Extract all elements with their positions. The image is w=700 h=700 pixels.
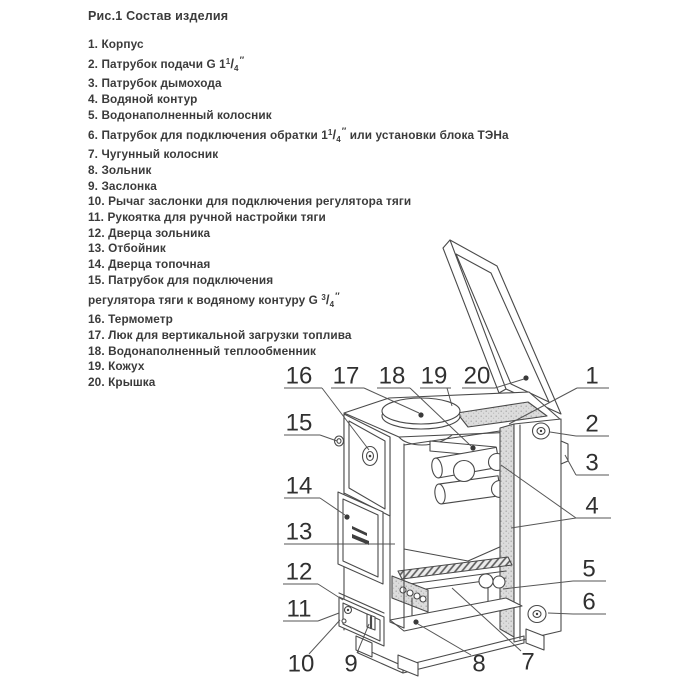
- item-text: Рычаг заслонки для подключения регулятора тяги: [108, 194, 412, 209]
- item-number: 18.: [88, 343, 105, 358]
- item-number: 20.: [88, 375, 105, 390]
- item-text: Патрубок для подключения обратки 1: [101, 127, 328, 142]
- leader-dot: [470, 445, 475, 450]
- item-number: 1.: [88, 37, 99, 51]
- item-number: 7.: [88, 147, 99, 162]
- item-text: Водонаполненный колосник: [101, 107, 272, 122]
- callout-number: 2: [585, 410, 599, 438]
- callout-number: 13: [285, 518, 313, 546]
- callout-number: 12: [285, 558, 313, 586]
- item-text: Термометр: [108, 312, 173, 327]
- item-text: Рукоятка для ручной настройки тяги: [107, 210, 326, 225]
- item-text: Чугунный колосник: [101, 147, 219, 162]
- parts-list-item: 6. Патрубок для подключения обратки $1^1/_4''$ или установки блока ТЭНа: [88, 125, 509, 144]
- item-number: 4.: [88, 92, 99, 107]
- callout-number: 17: [332, 362, 360, 390]
- callout-12: [283, 559, 343, 601]
- cast-iron-grate: [398, 557, 512, 579]
- deflector-plate: [404, 546, 502, 561]
- item-text: Заслонка: [101, 178, 157, 193]
- item-text: Кожух: [108, 359, 145, 374]
- callout-number: 8: [472, 650, 486, 678]
- parts-list-item: регулятора тяги к водяному контуру G $^3/_4''$: [88, 290, 340, 309]
- item-number: 10.: [88, 194, 105, 209]
- callout-number: 4: [585, 492, 599, 520]
- callout-number: 19: [420, 362, 448, 390]
- leader-dot: [413, 619, 418, 624]
- item-text-tail: или установки блока ТЭНа: [346, 127, 509, 142]
- callout-number: 20: [463, 362, 491, 390]
- callout-number: 5: [582, 555, 596, 583]
- callout-number: 10: [287, 650, 315, 678]
- heat-exchanger-tubes: [430, 447, 508, 504]
- item-number: 19.: [88, 359, 105, 374]
- lid-cover: [443, 240, 561, 414]
- leader-line: [309, 620, 340, 654]
- item-number: 8.: [88, 162, 99, 177]
- callout-10: [288, 620, 340, 678]
- item-number: 14.: [88, 257, 105, 272]
- leader-line: [418, 624, 471, 655]
- item-text: Патрубок подачи G 1: [101, 56, 226, 71]
- callout-3: [565, 450, 609, 477]
- leader-line: [318, 584, 343, 600]
- item-text: Дверца зольника: [108, 225, 211, 240]
- callout-number: 15: [285, 409, 313, 437]
- boiler-line-art: [332, 240, 569, 676]
- callout-number: 14: [285, 472, 313, 500]
- item-text: Дверца топочная: [108, 257, 211, 272]
- parts-list-item: 2. Патрубок подачи G $1^1/_4''$: [88, 54, 245, 73]
- item-number: 3.: [88, 76, 99, 91]
- callout-number: 3: [585, 449, 599, 477]
- leader-dot: [418, 412, 423, 417]
- item-number: 13.: [88, 241, 105, 256]
- item-number: 2.: [88, 56, 99, 71]
- item-number: 15.: [88, 272, 105, 287]
- item-text: Водонаполненный теплообменник: [108, 343, 317, 358]
- item-text: Водяной контур: [101, 92, 198, 107]
- item-number: 9.: [88, 178, 99, 193]
- leader-dot: [344, 514, 349, 519]
- item-number: 16.: [88, 312, 105, 327]
- item-number: 12.: [88, 225, 105, 240]
- item-number: 6.: [88, 127, 99, 142]
- item-text: Отбойник: [108, 241, 166, 256]
- callout-number: 16: [285, 362, 313, 390]
- item-text: Крышка: [108, 375, 156, 390]
- tube-end-front: [454, 461, 475, 482]
- item-number: 11.: [88, 210, 105, 225]
- callout-number: 18: [378, 362, 406, 390]
- item-text: Патрубок дымохода: [101, 76, 222, 91]
- item-text: Зольник: [101, 162, 152, 177]
- item-text: Корпус: [101, 37, 144, 51]
- callout-11: [283, 596, 339, 623]
- leader-line: [565, 455, 576, 475]
- flue-connection: [561, 441, 568, 464]
- leader-line: [318, 613, 339, 621]
- leader-line: [320, 435, 337, 441]
- item-number: 5.: [88, 107, 99, 122]
- leader-dot: [523, 375, 528, 380]
- item-text: Патрубок для подключения: [108, 272, 274, 287]
- callout-number: 1: [585, 362, 599, 390]
- callout-number: 6: [582, 588, 596, 616]
- damper-lever: [342, 619, 346, 623]
- right-side-panel: [514, 419, 568, 642]
- item-number: 17.: [88, 327, 105, 342]
- item-text: регулятора тяги к водяному контуру G: [88, 292, 322, 307]
- callout-number: 7: [521, 648, 535, 676]
- item-text: Люк для вертикальной загрузки топлива: [108, 327, 352, 342]
- figure-title: Рис.1 Состав изделия: [88, 9, 229, 23]
- callout-number: 11: [286, 595, 312, 623]
- callout-15: [284, 410, 337, 442]
- callout-number: 9: [344, 650, 358, 678]
